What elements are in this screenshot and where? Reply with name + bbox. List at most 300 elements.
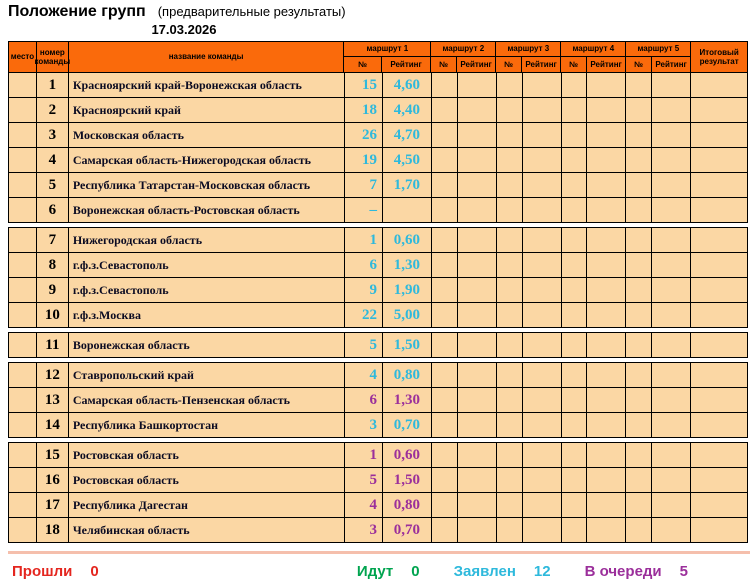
route2-rating-cell: [458, 518, 497, 542]
route4-no-cell: [562, 468, 588, 492]
route1-rating-cell: 5,00: [383, 303, 432, 327]
route3-no-cell: [497, 518, 523, 542]
route2-rating-cell: [458, 123, 497, 147]
table-row: [8, 387, 748, 413]
stat-label: Заявлен: [453, 563, 516, 580]
route-label: маршрут 3: [496, 42, 560, 57]
route4-rating-cell: [587, 413, 626, 437]
route1-no-cell: 15: [345, 73, 383, 97]
place-cell: [9, 443, 37, 467]
route-headers: [344, 42, 691, 72]
table-row: [8, 72, 748, 98]
table-row: [8, 332, 748, 358]
route5-rating-cell: [652, 388, 691, 412]
route-label: маршрут 1: [344, 42, 430, 57]
route2-no-cell: [432, 468, 458, 492]
route2-rating-cell: [458, 468, 497, 492]
route4-no-cell: [562, 98, 588, 122]
route1-rating-cell: 1,90: [383, 278, 432, 302]
route3-rating-cell: [523, 388, 562, 412]
route3-rating-cell: [523, 413, 562, 437]
route1-no-cell: 6: [345, 388, 383, 412]
stat-value: 12: [533, 563, 551, 580]
route2-no-cell: [432, 388, 458, 412]
route-group-header: [431, 42, 496, 72]
route5-rating-cell: [652, 333, 691, 357]
stat-label: Идут: [356, 563, 394, 580]
route2-rating-cell: [458, 228, 497, 252]
route3-rating-cell: [523, 253, 562, 277]
route2-no-cell: [432, 123, 458, 147]
team-name-cell: Московская область: [69, 123, 345, 147]
route4-no-cell: [562, 443, 588, 467]
route4-no-cell: [562, 228, 588, 252]
team-number-cell: 1: [37, 73, 69, 97]
route5-rating-cell: [652, 123, 691, 147]
route4-rating-cell: [587, 73, 626, 97]
header-team-number: номер команды: [37, 42, 69, 72]
route4-no-cell: [562, 123, 588, 147]
total-result-cell: [691, 468, 747, 492]
route4-no-cell: [562, 333, 588, 357]
place-cell: [9, 73, 37, 97]
team-name-cell: Республика Дагестан: [69, 493, 345, 517]
place-cell: [9, 173, 37, 197]
route1-no-cell: 5: [345, 468, 383, 492]
route4-no-cell: [562, 173, 588, 197]
route1-rating-cell: 1,30: [383, 253, 432, 277]
route1-rating-cell: 4,70: [383, 123, 432, 147]
route2-no-cell: [432, 443, 458, 467]
route2-no-cell: [432, 413, 458, 437]
route1-no-cell: 4: [345, 363, 383, 387]
route5-no-cell: [626, 303, 652, 327]
route1-no-cell: 19: [345, 148, 383, 172]
total-result-cell: [691, 388, 747, 412]
place-cell: [9, 413, 37, 437]
place-cell: [9, 148, 37, 172]
route5-rating-cell: [652, 363, 691, 387]
total-result-cell: [691, 363, 747, 387]
route2-no-cell: [432, 333, 458, 357]
table-row: [8, 197, 748, 223]
route2-rating-cell: [458, 253, 497, 277]
route3-rating-cell: [523, 363, 562, 387]
footer-stats: [8, 554, 750, 580]
route5-rating-cell: [652, 173, 691, 197]
route5-no-cell: [626, 363, 652, 387]
stat-value: 5: [679, 563, 688, 580]
route1-no-cell: 1: [345, 228, 383, 252]
route5-no-cell: [626, 388, 652, 412]
route3-no-cell: [497, 198, 523, 222]
route3-no-cell: [497, 173, 523, 197]
place-cell: [9, 278, 37, 302]
total-result-cell: [691, 228, 747, 252]
place-cell: [9, 198, 37, 222]
team-number-cell: 9: [37, 278, 69, 302]
route5-no-cell: [626, 443, 652, 467]
route5-rating-cell: [652, 253, 691, 277]
route2-rating-cell: [458, 148, 497, 172]
route-group-header: [496, 42, 561, 72]
team-number-cell: 17: [37, 493, 69, 517]
route-no-label: №: [431, 57, 457, 72]
total-result-cell: [691, 173, 747, 197]
total-result-cell: [691, 518, 747, 542]
route2-no-cell: [432, 363, 458, 387]
route4-rating-cell: [587, 228, 626, 252]
total-result-cell: [691, 198, 747, 222]
stat-label: Прошли: [12, 563, 73, 580]
place-cell: [9, 363, 37, 387]
route5-rating-cell: [652, 148, 691, 172]
route4-rating-cell: [587, 333, 626, 357]
route5-no-cell: [626, 73, 652, 97]
page-subtitle: (предварительные результаты): [157, 4, 346, 19]
route3-no-cell: [497, 303, 523, 327]
route-no-label: №: [561, 57, 587, 72]
route4-rating-cell: [587, 363, 626, 387]
place-cell: [9, 388, 37, 412]
table-row: [8, 517, 748, 543]
route5-rating-cell: [652, 518, 691, 542]
route-rating-label: Рейтинг: [390, 59, 422, 69]
table-row: [8, 277, 748, 303]
route1-rating-cell: 0,60: [383, 443, 432, 467]
route4-no-cell: [562, 413, 588, 437]
team-name-cell: Самарская область-Нижегородская область: [69, 148, 345, 172]
route-group-header: [561, 42, 626, 72]
route-rating-label: Рейтинг: [590, 59, 622, 69]
route4-no-cell: [562, 303, 588, 327]
route5-no-cell: [626, 518, 652, 542]
route2-no-cell: [432, 278, 458, 302]
team-name-cell: Воронежская область: [69, 333, 345, 357]
route-no-label: №: [344, 57, 382, 72]
total-result-cell: [691, 278, 747, 302]
team-name-cell: Нижегородская область: [69, 228, 345, 252]
route5-rating-cell: [652, 278, 691, 302]
stat-value: 0: [90, 563, 99, 580]
route2-no-cell: [432, 493, 458, 517]
team-name-cell: г.ф.з.Москва: [69, 303, 345, 327]
route5-rating-cell: [652, 413, 691, 437]
route2-no-cell: [432, 198, 458, 222]
page-title: Положение групп: [8, 3, 146, 20]
place-cell: [9, 98, 37, 122]
route1-no-cell: 1: [345, 443, 383, 467]
place-cell: [9, 518, 37, 542]
header-total: Итоговый результат: [699, 47, 739, 66]
route5-rating-cell: [652, 98, 691, 122]
route3-no-cell: [497, 228, 523, 252]
stat-Заявлен: [454, 563, 551, 580]
route2-rating-cell: [458, 173, 497, 197]
route4-no-cell: [562, 148, 588, 172]
title-block: [8, 3, 360, 37]
route5-rating-cell: [652, 443, 691, 467]
route-no-label: №: [496, 57, 522, 72]
route1-rating-cell: 4,50: [383, 148, 432, 172]
total-result-cell: [691, 73, 747, 97]
route-no-label: №: [626, 57, 652, 72]
stat-value: 0: [411, 563, 420, 580]
footer-stats-right: [357, 563, 688, 580]
route2-no-cell: [432, 303, 458, 327]
route1-rating-cell: 0,80: [383, 493, 432, 517]
route-rating-label: Рейтинг: [460, 59, 492, 69]
total-result-cell: [691, 413, 747, 437]
route3-rating-cell: [523, 98, 562, 122]
route3-no-cell: [497, 98, 523, 122]
route-rating-label: Рейтинг: [655, 59, 687, 69]
route1-rating-cell: 1,30: [383, 388, 432, 412]
route4-no-cell: [562, 388, 588, 412]
route4-no-cell: [562, 73, 588, 97]
team-name-cell: Ставропольский край: [69, 363, 345, 387]
route2-rating-cell: [458, 413, 497, 437]
route5-no-cell: [626, 413, 652, 437]
team-name-cell: Республика Татарстан-Московская область: [69, 173, 345, 197]
route1-rating-cell: 0,80: [383, 363, 432, 387]
place-cell: [9, 468, 37, 492]
place-cell: [9, 493, 37, 517]
team-number-cell: 3: [37, 123, 69, 147]
route5-no-cell: [626, 253, 652, 277]
route4-rating-cell: [587, 278, 626, 302]
route3-no-cell: [497, 333, 523, 357]
route5-rating-cell: [652, 468, 691, 492]
route-label: маршрут 4: [561, 42, 625, 57]
route2-no-cell: [432, 73, 458, 97]
route5-rating-cell: [652, 493, 691, 517]
route4-no-cell: [562, 278, 588, 302]
route3-no-cell: [497, 443, 523, 467]
stat-label: В очереди: [584, 563, 662, 580]
route2-rating-cell: [458, 73, 497, 97]
route5-no-cell: [626, 148, 652, 172]
route2-rating-cell: [458, 493, 497, 517]
route5-no-cell: [626, 173, 652, 197]
route5-no-cell: [626, 198, 652, 222]
route5-no-cell: [626, 98, 652, 122]
route2-no-cell: [432, 253, 458, 277]
total-result-cell: [691, 303, 747, 327]
route2-rating-cell: [458, 278, 497, 302]
route2-rating-cell: [458, 388, 497, 412]
team-name-cell: Республика Башкортостан: [69, 413, 345, 437]
total-result-cell: [691, 493, 747, 517]
route3-rating-cell: [523, 73, 562, 97]
route2-rating-cell: [458, 303, 497, 327]
place-cell: [9, 253, 37, 277]
route1-no-cell: 9: [345, 278, 383, 302]
team-number-cell: 12: [37, 363, 69, 387]
route1-no-cell: –: [345, 198, 383, 222]
route-label: маршрут 5: [626, 42, 690, 57]
route4-rating-cell: [587, 173, 626, 197]
route4-no-cell: [562, 518, 588, 542]
table-row: [8, 227, 748, 253]
table-row: [8, 97, 748, 123]
route1-no-cell: 3: [345, 518, 383, 542]
place-cell: [9, 333, 37, 357]
route1-rating-cell: [383, 198, 432, 222]
route5-no-cell: [626, 333, 652, 357]
route4-rating-cell: [587, 123, 626, 147]
route1-rating-cell: 0,70: [383, 518, 432, 542]
route3-no-cell: [497, 73, 523, 97]
route2-rating-cell: [458, 363, 497, 387]
route1-rating-cell: 4,40: [383, 98, 432, 122]
table-row: [8, 412, 748, 438]
route5-no-cell: [626, 493, 652, 517]
route4-rating-cell: [587, 518, 626, 542]
team-number-cell: 8: [37, 253, 69, 277]
route4-rating-cell: [587, 303, 626, 327]
route3-no-cell: [497, 388, 523, 412]
route2-no-cell: [432, 98, 458, 122]
route1-no-cell: 6: [345, 253, 383, 277]
table-row: [8, 362, 748, 388]
route4-rating-cell: [587, 443, 626, 467]
route4-rating-cell: [587, 493, 626, 517]
route4-no-cell: [562, 363, 588, 387]
route2-no-cell: [432, 518, 458, 542]
route3-no-cell: [497, 278, 523, 302]
place-cell: [9, 228, 37, 252]
table-row: [8, 147, 748, 173]
route1-no-cell: 26: [345, 123, 383, 147]
route1-no-cell: 5: [345, 333, 383, 357]
total-result-cell: [691, 148, 747, 172]
route3-rating-cell: [523, 198, 562, 222]
team-name-cell: Самарская область-Пензенская область: [69, 388, 345, 412]
team-number-cell: 14: [37, 413, 69, 437]
route5-rating-cell: [652, 228, 691, 252]
route3-rating-cell: [523, 468, 562, 492]
table-row: [8, 492, 748, 518]
route3-rating-cell: [523, 493, 562, 517]
route5-no-cell: [626, 123, 652, 147]
stat-Идут: [357, 563, 420, 580]
route3-rating-cell: [523, 173, 562, 197]
stat-passed: [12, 563, 99, 580]
standings-table: [8, 41, 748, 543]
team-number-cell: 5: [37, 173, 69, 197]
route-group-header: [626, 42, 691, 72]
route2-no-cell: [432, 228, 458, 252]
route3-no-cell: [497, 468, 523, 492]
team-number-cell: 11: [37, 333, 69, 357]
route4-no-cell: [562, 493, 588, 517]
place-cell: [9, 123, 37, 147]
table-row: [8, 122, 748, 148]
team-name-cell: Ростовская область: [69, 468, 345, 492]
route3-rating-cell: [523, 228, 562, 252]
route4-rating-cell: [587, 388, 626, 412]
table-row: [8, 172, 748, 198]
route1-no-cell: 7: [345, 173, 383, 197]
route3-no-cell: [497, 413, 523, 437]
route2-rating-cell: [458, 98, 497, 122]
route1-rating-cell: 1,50: [383, 333, 432, 357]
team-number-cell: 10: [37, 303, 69, 327]
route5-no-cell: [626, 228, 652, 252]
route3-no-cell: [497, 253, 523, 277]
route-label: маршрут 2: [431, 42, 495, 57]
route4-rating-cell: [587, 253, 626, 277]
team-number-cell: 6: [37, 198, 69, 222]
team-name-cell: г.ф.з.Севастополь: [69, 278, 345, 302]
route1-rating-cell: 4,60: [383, 73, 432, 97]
header-team-name: название команды: [69, 42, 344, 72]
table-body: [8, 72, 748, 543]
route1-rating-cell: 1,50: [383, 468, 432, 492]
route1-rating-cell: 0,70: [383, 413, 432, 437]
route1-no-cell: 18: [345, 98, 383, 122]
team-name-cell: Челябинская область: [69, 518, 345, 542]
route1-no-cell: 4: [345, 493, 383, 517]
route3-rating-cell: [523, 333, 562, 357]
route1-no-cell: 3: [345, 413, 383, 437]
route3-no-cell: [497, 493, 523, 517]
results-date: 17.03.2026: [151, 22, 217, 37]
team-number-cell: 7: [37, 228, 69, 252]
route2-no-cell: [432, 148, 458, 172]
team-number-cell: 13: [37, 388, 69, 412]
stat-В очереди: [585, 563, 688, 580]
team-name-cell: Красноярский край-Воронежская область: [69, 73, 345, 97]
route3-no-cell: [497, 148, 523, 172]
route3-rating-cell: [523, 278, 562, 302]
route3-no-cell: [497, 363, 523, 387]
total-result-cell: [691, 123, 747, 147]
route4-no-cell: [562, 253, 588, 277]
route3-rating-cell: [523, 443, 562, 467]
route4-rating-cell: [587, 468, 626, 492]
route4-rating-cell: [587, 198, 626, 222]
route2-no-cell: [432, 173, 458, 197]
team-number-cell: 16: [37, 468, 69, 492]
total-result-cell: [691, 98, 747, 122]
team-number-cell: 2: [37, 98, 69, 122]
table-row: [8, 467, 748, 493]
header-place: место: [9, 42, 37, 72]
route5-no-cell: [626, 278, 652, 302]
team-number-cell: 15: [37, 443, 69, 467]
table-header: [8, 41, 748, 73]
total-result-cell: [691, 333, 747, 357]
route3-rating-cell: [523, 123, 562, 147]
route4-rating-cell: [587, 148, 626, 172]
team-name-cell: Ростовская область: [69, 443, 345, 467]
team-number-cell: 4: [37, 148, 69, 172]
route2-rating-cell: [458, 443, 497, 467]
route5-rating-cell: [652, 303, 691, 327]
team-name-cell: Воронежская область-Ростовская область: [69, 198, 345, 222]
table-row: [8, 442, 748, 468]
route1-no-cell: 22: [345, 303, 383, 327]
route-rating-label: Рейтинг: [525, 59, 557, 69]
route5-no-cell: [626, 468, 652, 492]
route-group-header: [344, 42, 431, 72]
route2-rating-cell: [458, 198, 497, 222]
place-cell: [9, 303, 37, 327]
route1-rating-cell: 1,70: [383, 173, 432, 197]
route3-rating-cell: [523, 148, 562, 172]
